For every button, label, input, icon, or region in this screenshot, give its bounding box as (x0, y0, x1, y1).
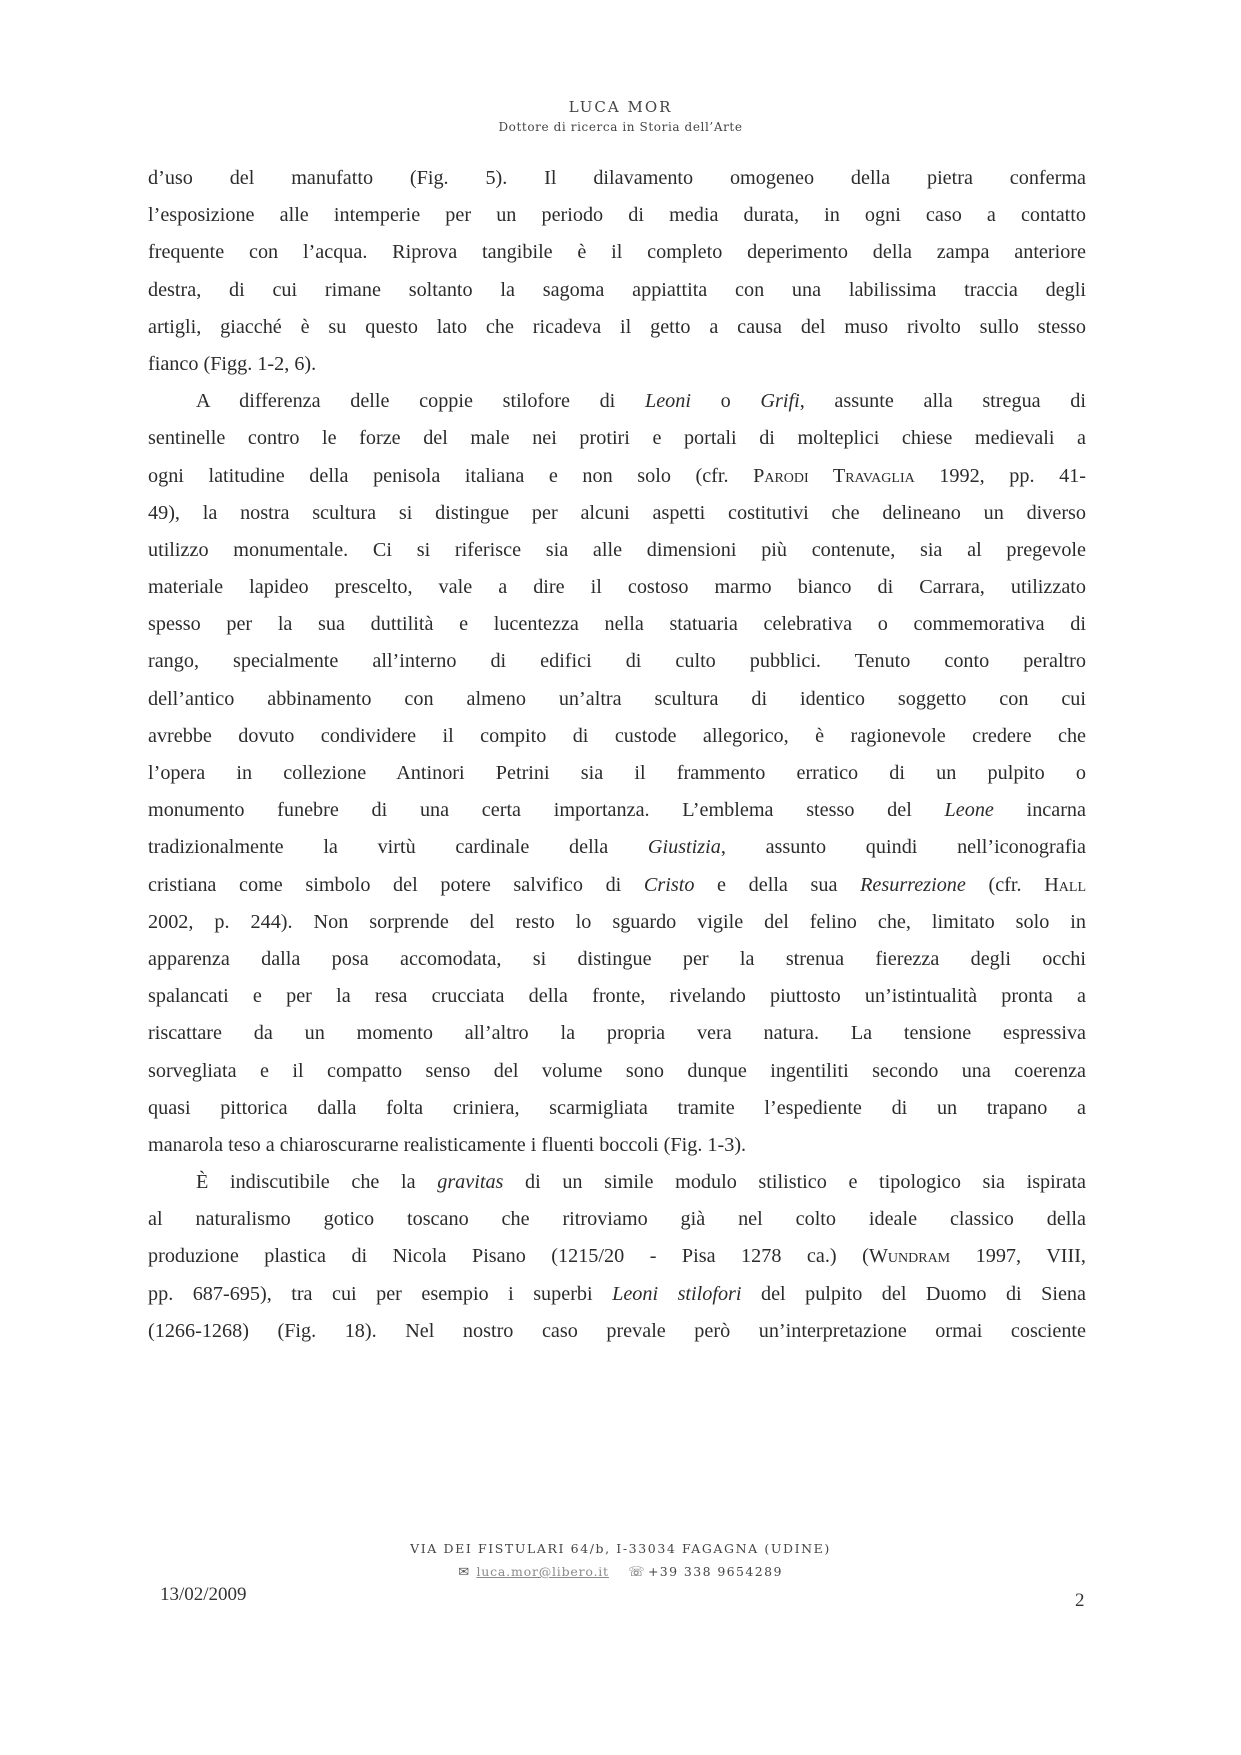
italic-text: Resurrezione (860, 873, 966, 896)
text-segment: (1266-1268) (Fig. 18). Nel nostro caso prevale però un’interpretazione ormai cosciente (148, 1319, 1086, 1342)
text-segment: artigli, giacché è su questo lato che ricadeva il getto a causa del muso rivolto sullo stesso (148, 315, 1086, 338)
text-line (148, 1238, 1086, 1275)
text-line (148, 569, 1086, 606)
text-segment: È indiscutibile che la (196, 1171, 438, 1194)
text-segment: al naturalismo gotico toscano che ritroviamo già nel colto ideale classico della (148, 1208, 1086, 1231)
text-line (148, 941, 1086, 978)
text-line (148, 681, 1086, 718)
text-segment: l’esposizione alle intemperie per un periodo di media durata, in ogni caso a contatto (148, 204, 1086, 227)
text-line (148, 904, 1086, 941)
text-segment: manarola teso a chiaroscurarne realisticamente i fluenti boccoli (Fig. 1-3). (148, 1133, 747, 1156)
footer-contact (0, 1564, 1241, 1580)
text-segment: o (690, 390, 761, 413)
document-date: 13/02/2009 (160, 1584, 247, 1605)
text-line (148, 1276, 1086, 1313)
phone-number: +39 338 9654289 (647, 1564, 783, 1579)
text-segment: destra, di cui rimane soltanto la sagoma appiattita con una labilissima traccia degli (148, 278, 1086, 301)
text-line (148, 309, 1086, 346)
text-segment: l’opera in collezione Antinori Petrini sia il frammento erratico di un pulpito o (148, 762, 1086, 784)
text-segment: , assunto quindi nell’iconografia (720, 836, 1086, 859)
text-segment: apparenza dalla posa accomodata, si distingue per la strenua fierezza degli occhi (148, 947, 1086, 970)
footer-address: VIA DEI FISTULARI 64/b, I-33034 FAGAGNA (UDINE) (410, 1541, 831, 1556)
italic-text: Leoni (644, 390, 691, 413)
text-segment: di un simile modulo stilistico e tipologico sia ispirata (503, 1171, 1086, 1194)
text-line (148, 1201, 1086, 1238)
text-line (148, 829, 1086, 866)
envelope-icon: ✉ (458, 1565, 471, 1580)
text-segment: 1992, pp. 41- (914, 464, 1086, 487)
letterhead-subtitle: Dottore di ricerca in Storia dell’Arte (498, 120, 743, 134)
body-text (148, 160, 1086, 1350)
text-line (148, 160, 1086, 197)
text-line (148, 1090, 1086, 1127)
italic-text: Grifi (760, 390, 800, 413)
text-segment: dell’antico abbinamento con almeno un’altra scultura di identico soggetto con cui (148, 687, 1086, 710)
text-segment: spesso per la sua duttilità e lucentezza nella statuaria celebrativa o commemorativa di (148, 613, 1086, 636)
text-segment: del pulpito del Duomo di Siena (741, 1282, 1086, 1305)
text-segment: utilizzo monumentale. Ci si riferisce sia alle dimensioni più contenute, sia al pregevole (148, 538, 1086, 561)
text-segment: e della sua (694, 873, 861, 896)
text-segment: quasi pittorica dalla folta criniera, scarmigliata tramite l’espediente di un trapano a (148, 1096, 1086, 1119)
citation-author: Parodi Travaglia (753, 464, 915, 487)
text-segment: A differenza delle coppie stilofore di (196, 390, 645, 413)
text-segment: pp. 687-695), tra cui per esempio i superbi (148, 1282, 613, 1305)
text-line (148, 495, 1086, 532)
text-line (148, 792, 1086, 829)
text-line (148, 458, 1086, 495)
text-line (148, 755, 1086, 792)
text-segment: sorvegliata e il compatto senso del volume sono dunque ingentiliti secondo una coerenza (148, 1059, 1086, 1082)
text-line (148, 234, 1086, 271)
italic-text: Leoni stilofori (612, 1282, 742, 1305)
citation-author: Wundram (868, 1245, 951, 1268)
text-segment: 49), la nostra scultura si distingue per alcuni aspetti costitutivi che delineano un diverso (148, 501, 1086, 524)
text-segment: , assunte alla stregua di (799, 390, 1086, 413)
text-line (148, 1053, 1086, 1090)
text-line (148, 606, 1086, 643)
text-line (148, 1015, 1086, 1052)
text-segment: produzione plastica di Nicola Pisano (1215/20 - Pisa 1278 ca.) ( (148, 1245, 869, 1268)
text-line (148, 1313, 1086, 1350)
text-line (148, 272, 1086, 309)
text-segment: (cfr. (965, 873, 1045, 896)
text-line (148, 346, 1086, 383)
text-segment: incarna (993, 799, 1086, 822)
text-segment: frequente con l’acqua. Riprova tangibile è il completo deperimento della zampa anteriore (148, 241, 1086, 264)
text-line (148, 1164, 1086, 1201)
text-line (148, 718, 1086, 755)
text-line (148, 978, 1086, 1015)
text-segment: ogni latitudine della penisola italiana e non solo (cfr. (148, 464, 754, 487)
telephone-icon: ☏ (628, 1565, 646, 1580)
text-segment: sentinelle contro le forze del male nei protiri e portali di molteplici chiese medievali a (148, 427, 1086, 450)
text-segment: spalancati e per la resa crucciata della fronte, rivelando piuttosto un’istintualità pronta a (148, 985, 1086, 1008)
text-segment: avrebbe dovuto condividere il compito di custode allegorico, è ragionevole credere che (148, 724, 1086, 747)
text-line (148, 867, 1086, 904)
text-segment: rango, specialmente all’interno di edifici di culto pubblici. Tenuto conto peraltro (148, 650, 1086, 673)
italic-text: gravitas (437, 1171, 504, 1194)
italic-text: Cristo (643, 873, 695, 896)
italic-text: Giustizia (647, 836, 721, 859)
text-line (148, 1127, 1086, 1164)
text-line (148, 420, 1086, 457)
text-segment: fianco (Figg. 1-2, 6). (148, 352, 317, 375)
text-segment: d’uso del manufatto (Fig. 5). Il dilavamento omogeneo della pietra conferma (148, 167, 1086, 189)
text-segment: riscattare da un momento all’altro la propria vera natura. La tensione espressiva (148, 1022, 1086, 1045)
text-segment: 1997, VIII, (950, 1245, 1086, 1268)
text-segment: tradizionalmente la virtù cardinale della (148, 836, 648, 859)
citation-author: Hall (1044, 873, 1086, 896)
text-segment: cristiana come simbolo del potere salvifico di (148, 873, 644, 896)
text-line (148, 643, 1086, 680)
letterhead-name: LUCA MOR (568, 98, 673, 116)
text-segment: 2002, p. 244). Non sorprende del resto lo sguardo vigile del felino che, limitato solo in (148, 910, 1086, 933)
text-line (148, 532, 1086, 569)
text-line (148, 197, 1086, 234)
email-link[interactable]: luca.mor@libero.it (476, 1564, 609, 1579)
text-line (148, 383, 1086, 420)
text-segment: materiale lapideo prescelto, vale a dire il costoso marmo bianco di Carrara, utilizzato (148, 576, 1086, 599)
page-number: 2 (1075, 1590, 1085, 1611)
italic-text: Leone (944, 799, 994, 822)
text-segment: monumento funebre di una certa importanza. L’emblema stesso del (148, 799, 945, 822)
